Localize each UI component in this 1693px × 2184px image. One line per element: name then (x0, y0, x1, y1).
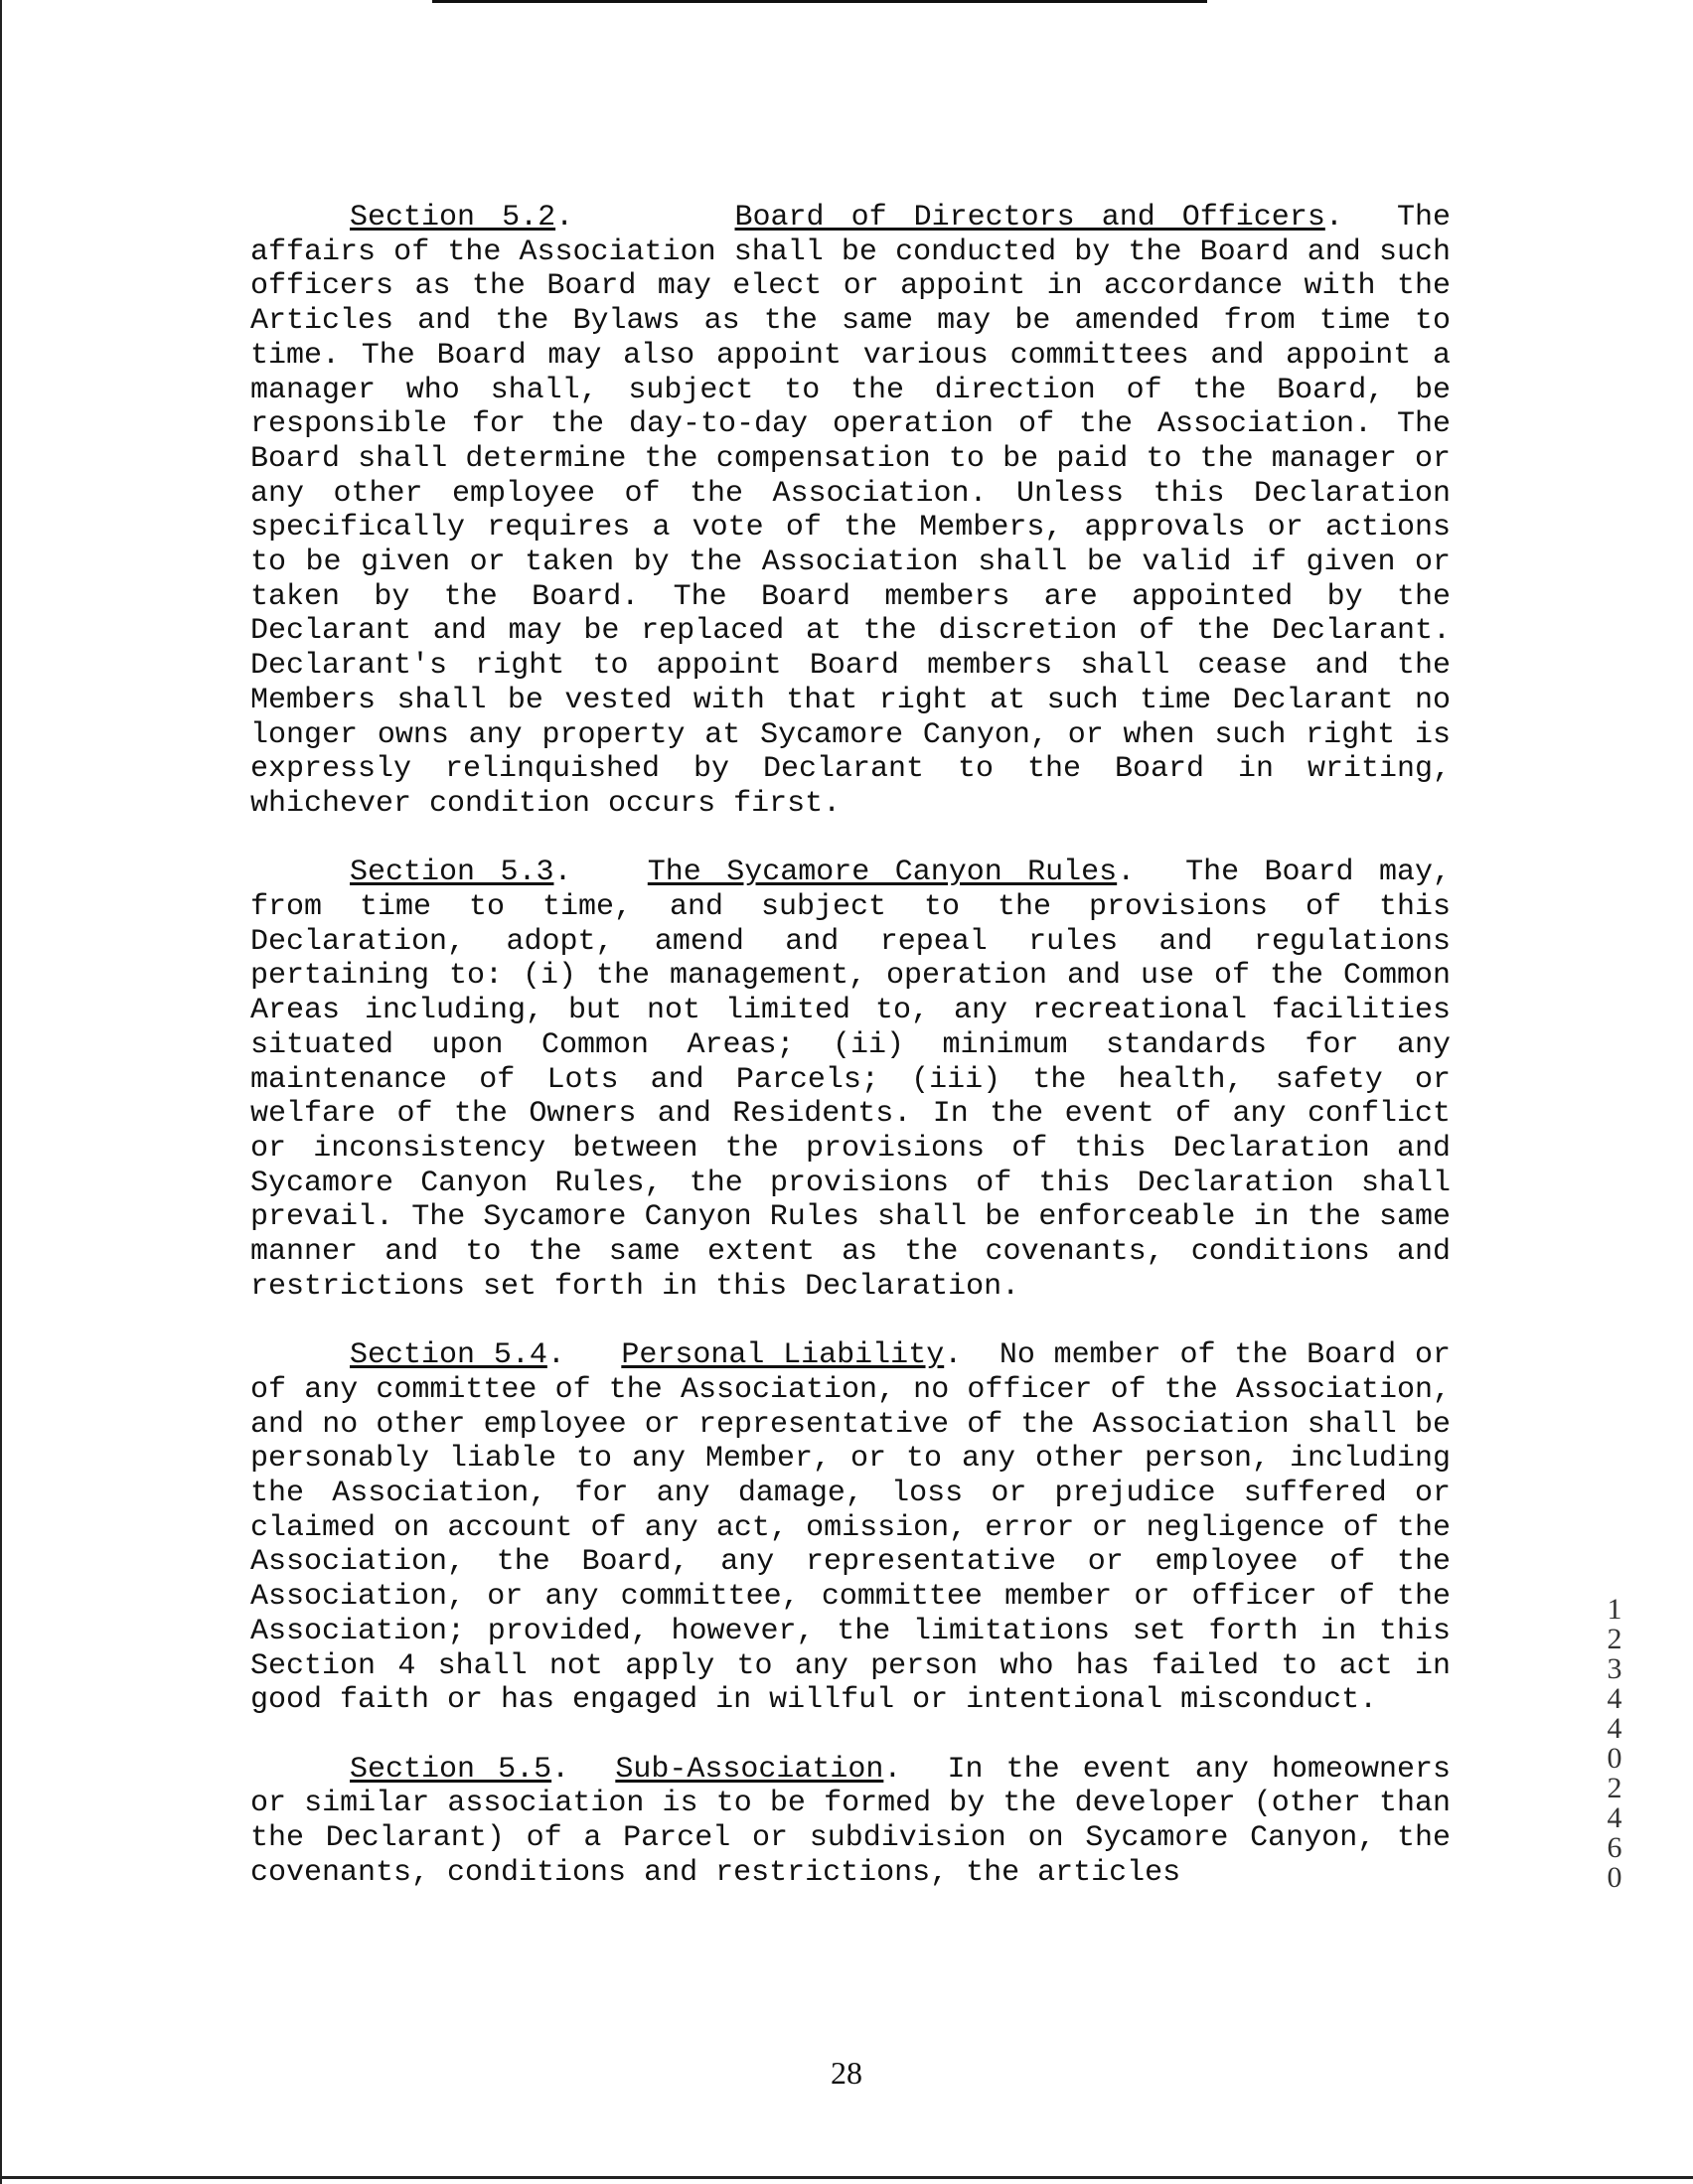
section-5-2-paragraph: Section 5.2. Board of Directors and Officers. The affairs of the Association shall be conducted by the Board and such officers as the Board may elect or appoint in accordance with the Articles and the Bylaws as the same may be amended from time to time. The Board may also appoint various committees and appoint a manager who shall, subject to the direction of the Board, be responsible for the day-to-day operation of the Association. The Board shall determine the compensation to be paid to the manager or any other employee of the Association. Unless this Declaration specifically requires a vote of the Members, approvals or actions to be given or taken by the Association shall be valid if given or taken by the Board. The Board members are appointed by the Declarant and may be replaced at the discretion of the Declarant. Declarant's right to appoint Board members shall cease and the Members shall be vested with that right at such time Declarant no longer owns any property at Sycamore Canyon, or when such right is expressly relinquished by Declarant to the Board in writing, whichever condition occurs first. (250, 201, 1451, 821)
section-number: Section 5.4 (350, 1338, 547, 1373)
section-body: The Board may, from time to time, and subject to the provisions of this Declaration, adopt, amend and repeal rules and regulations pertaining to: (i) the management, operation and use of the Common Areas including, but not limited to, any recreational facilities situated upon Common Areas; (ii) minimum standards for any maintenance of Lots and Parcels; (iii) the health, safety or welfare of the Owners and Residents. In the event of any conflict or inconsistency between the provisions of this Declaration and Sycamore Canyon Rules, the provisions of this Declaration shall prevail. The Sycamore Canyon Rules shall be enforceable in the same manner and to the same extent as the covenants, conditions and restrictions set forth in this Declaration. (250, 856, 1451, 1304)
section-title: Sub-Association (615, 1752, 884, 1787)
section-5-5-paragraph: Section 5.5. Sub-Association. In the event any homeowners or similar association is to be formed by the developer (other than the Declarant) of a Parcel or subdivision on Sycamore Canyon, the covenants, conditions and restrictions, the articles (250, 1752, 1451, 1890)
section-number: Section 5.2 (350, 201, 556, 234)
section-title: Board of Directors and Officers (734, 201, 1325, 234)
page-number: 28 (831, 2055, 862, 2091)
section-body: The affairs of the Association shall be conducted by the Board and such officers as the Board may elect or appoint in accordance with the Articles and the Bylaws as the same may be amended from time to time. The Board may also appoint various committees and appoint a manager who shall, subject to the direction of the Board, be responsible for the day-to-day operation of the Association. The Board shall determine the compensation to be paid to the manager or any other employee of the Association. Unless this Declaration specifically requires a vote of the Members, approvals or actions to be given or taken by the Association shall be valid if given or taken by the Board. The Board members are appointed by the Declarant and may be replaced at the discretion of the Declarant. Declarant's right to appoint Board members shall cease and the Members shall be vested with that right at such time Declarant no longer owns any property at Sycamore Canyon, or when such right is expressly relinquished by Declarant to the Board in writing, whichever condition occurs first. (250, 201, 1451, 821)
document-body (250, 201, 1451, 1925)
section-title: The Sycamore Canyon Rules (647, 856, 1118, 890)
left-scan-edge (0, 0, 2, 2184)
section-title: Personal Liability (621, 1338, 945, 1373)
top-scan-rule (432, 0, 1207, 3)
section-5-4-paragraph: Section 5.4. Personal Liability. No member of the Board or of any committee of the Association, no officer of the Association, and no other employee or representative of the Association shall be personably liable to any Member, or to any other person, including the Association, for any damage, loss or prejudice suffered or claimed on account of any act, omission, error or negligence of the Association, the Board, any representative or employee of the Association, or any committee, committee member or officer of the Association; provided, however, the limitations set forth in this Section 4 shall not apply to any person who has failed to act in good faith or has engaged in willful or intentional misconduct. (250, 1338, 1451, 1718)
section-body: In the event any homeowners or similar association is to be formed by the developer (other than the Declarant) of a Parcel or subdivision on Sycamore Canyon, the covenants, conditions and restrictions, the articles (250, 1752, 1451, 1890)
section-body: No member of the Board or of any committee of the Association, no officer of the Association, and no other employee or representative of the Association shall be personably liable to any Member, or to any other person, including the Association, for any damage, loss or prejudice suffered or claimed on account of any act, omission, error or negligence of the Association, the Board, any representative or employee of the Association, or any committee, committee member or officer of the Association; provided, however, the limitations set forth in this Section 4 shall not apply to any person who has failed to act in good faith or has engaged in willful or intentional misconduct. (250, 1338, 1451, 1718)
bottom-scan-rule (0, 2176, 1693, 2179)
margin-recording-stamp: 1 2 3 4 4 0 2 4 6 0 (1607, 1593, 1629, 1894)
section-5-3-paragraph: Section 5.3. The Sycamore Canyon Rules. The Board may, from time to time, and subject to the provisions of this Declaration, adopt, amend and repeal rules and regulations pertaining to: (i) the management, operation and use of the Common Areas including, but not limited to, any recreational facilities situated upon Common Areas; (ii) minimum standards for any maintenance of Lots and Parcels; (iii) the health, safety or welfare of the Owners and Residents. In the event of any conflict or inconsistency between the provisions of this Declaration and Sycamore Canyon Rules, the provisions of this Declaration shall prevail. The Sycamore Canyon Rules shall be enforceable in the same manner and to the same extent as the covenants, conditions and restrictions set forth in this Declaration. (250, 856, 1451, 1304)
section-number: Section 5.5 (350, 1752, 552, 1787)
section-number: Section 5.3 (350, 856, 554, 890)
